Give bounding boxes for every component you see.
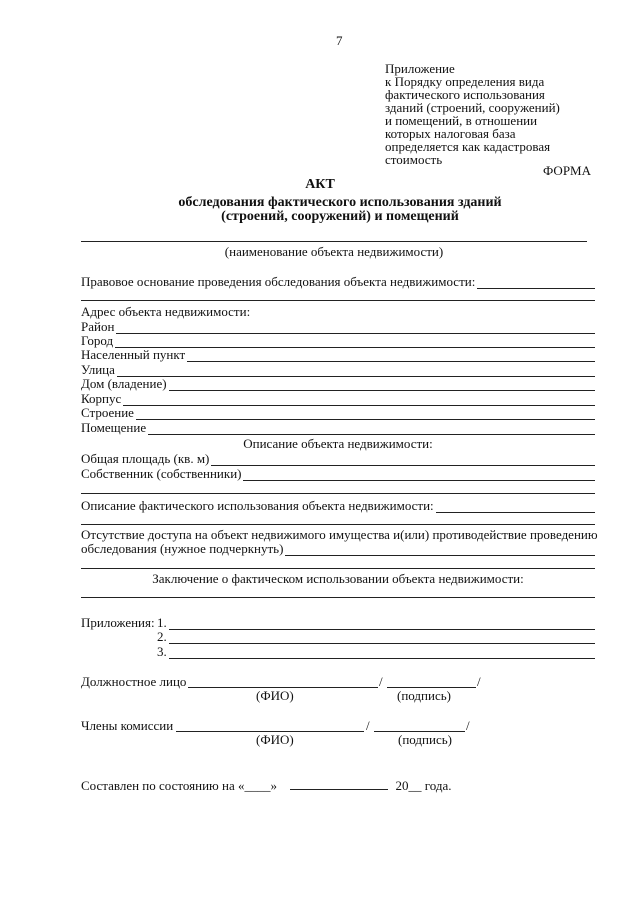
members-signature-caption: (подпись): [398, 732, 452, 747]
legal-basis-row: [81, 275, 595, 289]
compiled-year-prefix: 20: [395, 778, 409, 793]
attachment-number: 1.: [157, 615, 167, 630]
actual-use-field-continued[interactable]: [81, 524, 595, 525]
appendix-line: которых налоговая база: [385, 126, 516, 141]
actual-use-label: Описание фактического использования объекта недвижимости:: [81, 498, 434, 513]
slash: /: [379, 674, 383, 689]
attachment-field-3[interactable]: [169, 648, 595, 659]
slash: /: [477, 674, 481, 689]
area-label: Общая площадь (кв. м): [81, 451, 210, 466]
object-name-caption: (наименование объекта недвижимости): [224, 244, 444, 259]
owner-field[interactable]: [243, 470, 595, 481]
address-header: Адрес объекта недвижимости:: [81, 304, 251, 319]
document-subtitle-line1: обследования фактического использования зданий: [178, 195, 502, 210]
document-title: АКТ: [305, 177, 335, 192]
address-row-street: [81, 363, 595, 377]
appendix-line: к Порядку определения вида: [385, 74, 545, 89]
description-header: Описание объекта недвижимости:: [243, 436, 433, 451]
compiled-day-field[interactable]: ____: [244, 778, 271, 793]
address-label: Населенный пункт: [81, 347, 186, 362]
owner-row: [81, 467, 595, 481]
actual-use-row: [81, 499, 595, 513]
document-subtitle-line2: (строений, сооружений) и помещений: [221, 209, 459, 224]
no-access-field[interactable]: [285, 545, 595, 556]
no-access-line2: обследования (нужное подчеркнуть): [81, 541, 284, 556]
settlement-field[interactable]: [187, 351, 595, 362]
address-label: Дом (владение): [81, 376, 167, 391]
compiled-line: [81, 779, 452, 793]
official-label: Должностное лицо: [81, 674, 187, 689]
attachment-number: 2.: [157, 629, 167, 644]
appendix-line: и помещений, в отношении: [385, 113, 538, 128]
legal-basis-label: Правовое основание проведения обследования объекта недвижимости:: [81, 274, 476, 289]
legal-basis-field[interactable]: [477, 278, 595, 289]
premises-field[interactable]: [148, 424, 595, 435]
address-row-structure: [81, 406, 595, 420]
form-label: ФОРМА: [543, 163, 591, 178]
address-label: Помещение: [81, 420, 147, 435]
attachment-row: [157, 645, 595, 659]
appendix-line: стоимость: [385, 152, 443, 167]
members-fio-caption: (ФИО): [256, 732, 294, 747]
building-field[interactable]: [123, 395, 595, 406]
appendix-line: определяется как кадастровая: [385, 139, 551, 154]
conclusion-field[interactable]: [81, 597, 595, 598]
attachment-field-1[interactable]: [169, 619, 595, 630]
address-row-city: [81, 334, 595, 348]
slash: /: [466, 718, 470, 733]
owner-field-continued[interactable]: [81, 493, 595, 494]
attachment-number: 3.: [157, 644, 167, 659]
appendix-line: фактического использования: [385, 87, 545, 102]
compiled-suffix: года.: [424, 778, 452, 793]
compiled-close-quote: »: [270, 778, 277, 793]
house-field[interactable]: [169, 380, 595, 391]
compiled-month-field[interactable]: [290, 779, 388, 790]
object-name-field[interactable]: [81, 241, 587, 242]
address-label: Район: [81, 319, 115, 334]
attachment-field-2[interactable]: [169, 633, 595, 644]
compiled-prefix: Составлен по состоянию на «: [81, 778, 245, 793]
compiled-year-field[interactable]: __: [408, 778, 422, 793]
area-row: [81, 452, 595, 466]
no-access-field-continued[interactable]: [81, 568, 595, 569]
conclusion-header: Заключение о фактическом использовании объекта недвижимости:: [152, 571, 524, 586]
district-field[interactable]: [116, 323, 595, 334]
owner-label: Собственник (собственники): [81, 466, 242, 481]
page-number: 7: [336, 33, 343, 48]
address-row-house: [81, 377, 595, 391]
appendix-line: зданий (строений, сооружений): [385, 100, 560, 115]
appendix-line: Приложение: [385, 61, 455, 76]
no-access-row: [81, 542, 595, 556]
street-field[interactable]: [117, 366, 595, 377]
address-label: Город: [81, 333, 114, 348]
address-label: Улица: [81, 362, 115, 377]
address-row-district: [81, 320, 595, 334]
structure-field[interactable]: [136, 409, 595, 420]
attachments-label: Приложения:: [81, 615, 155, 630]
official-fio-caption: (ФИО): [256, 688, 294, 703]
slash: /: [366, 718, 370, 733]
attachment-row: [157, 616, 595, 630]
members-label: Члены комиссии: [81, 718, 174, 733]
area-field[interactable]: [211, 455, 595, 466]
actual-use-field[interactable]: [436, 502, 595, 513]
address-row-settlement: [81, 348, 595, 362]
no-access-line1: Отсутствие доступа на объект недвижимого имущества и(или) противодействие проведению: [81, 527, 598, 542]
address-label: Корпус: [81, 391, 122, 406]
address-row-building: [81, 392, 595, 406]
address-label: Строение: [81, 405, 134, 420]
official-signature-caption: (подпись): [397, 688, 451, 703]
attachment-row: [157, 630, 595, 644]
legal-basis-field-continued[interactable]: [81, 300, 595, 301]
city-field[interactable]: [115, 337, 595, 348]
address-row-premises: [81, 421, 595, 435]
